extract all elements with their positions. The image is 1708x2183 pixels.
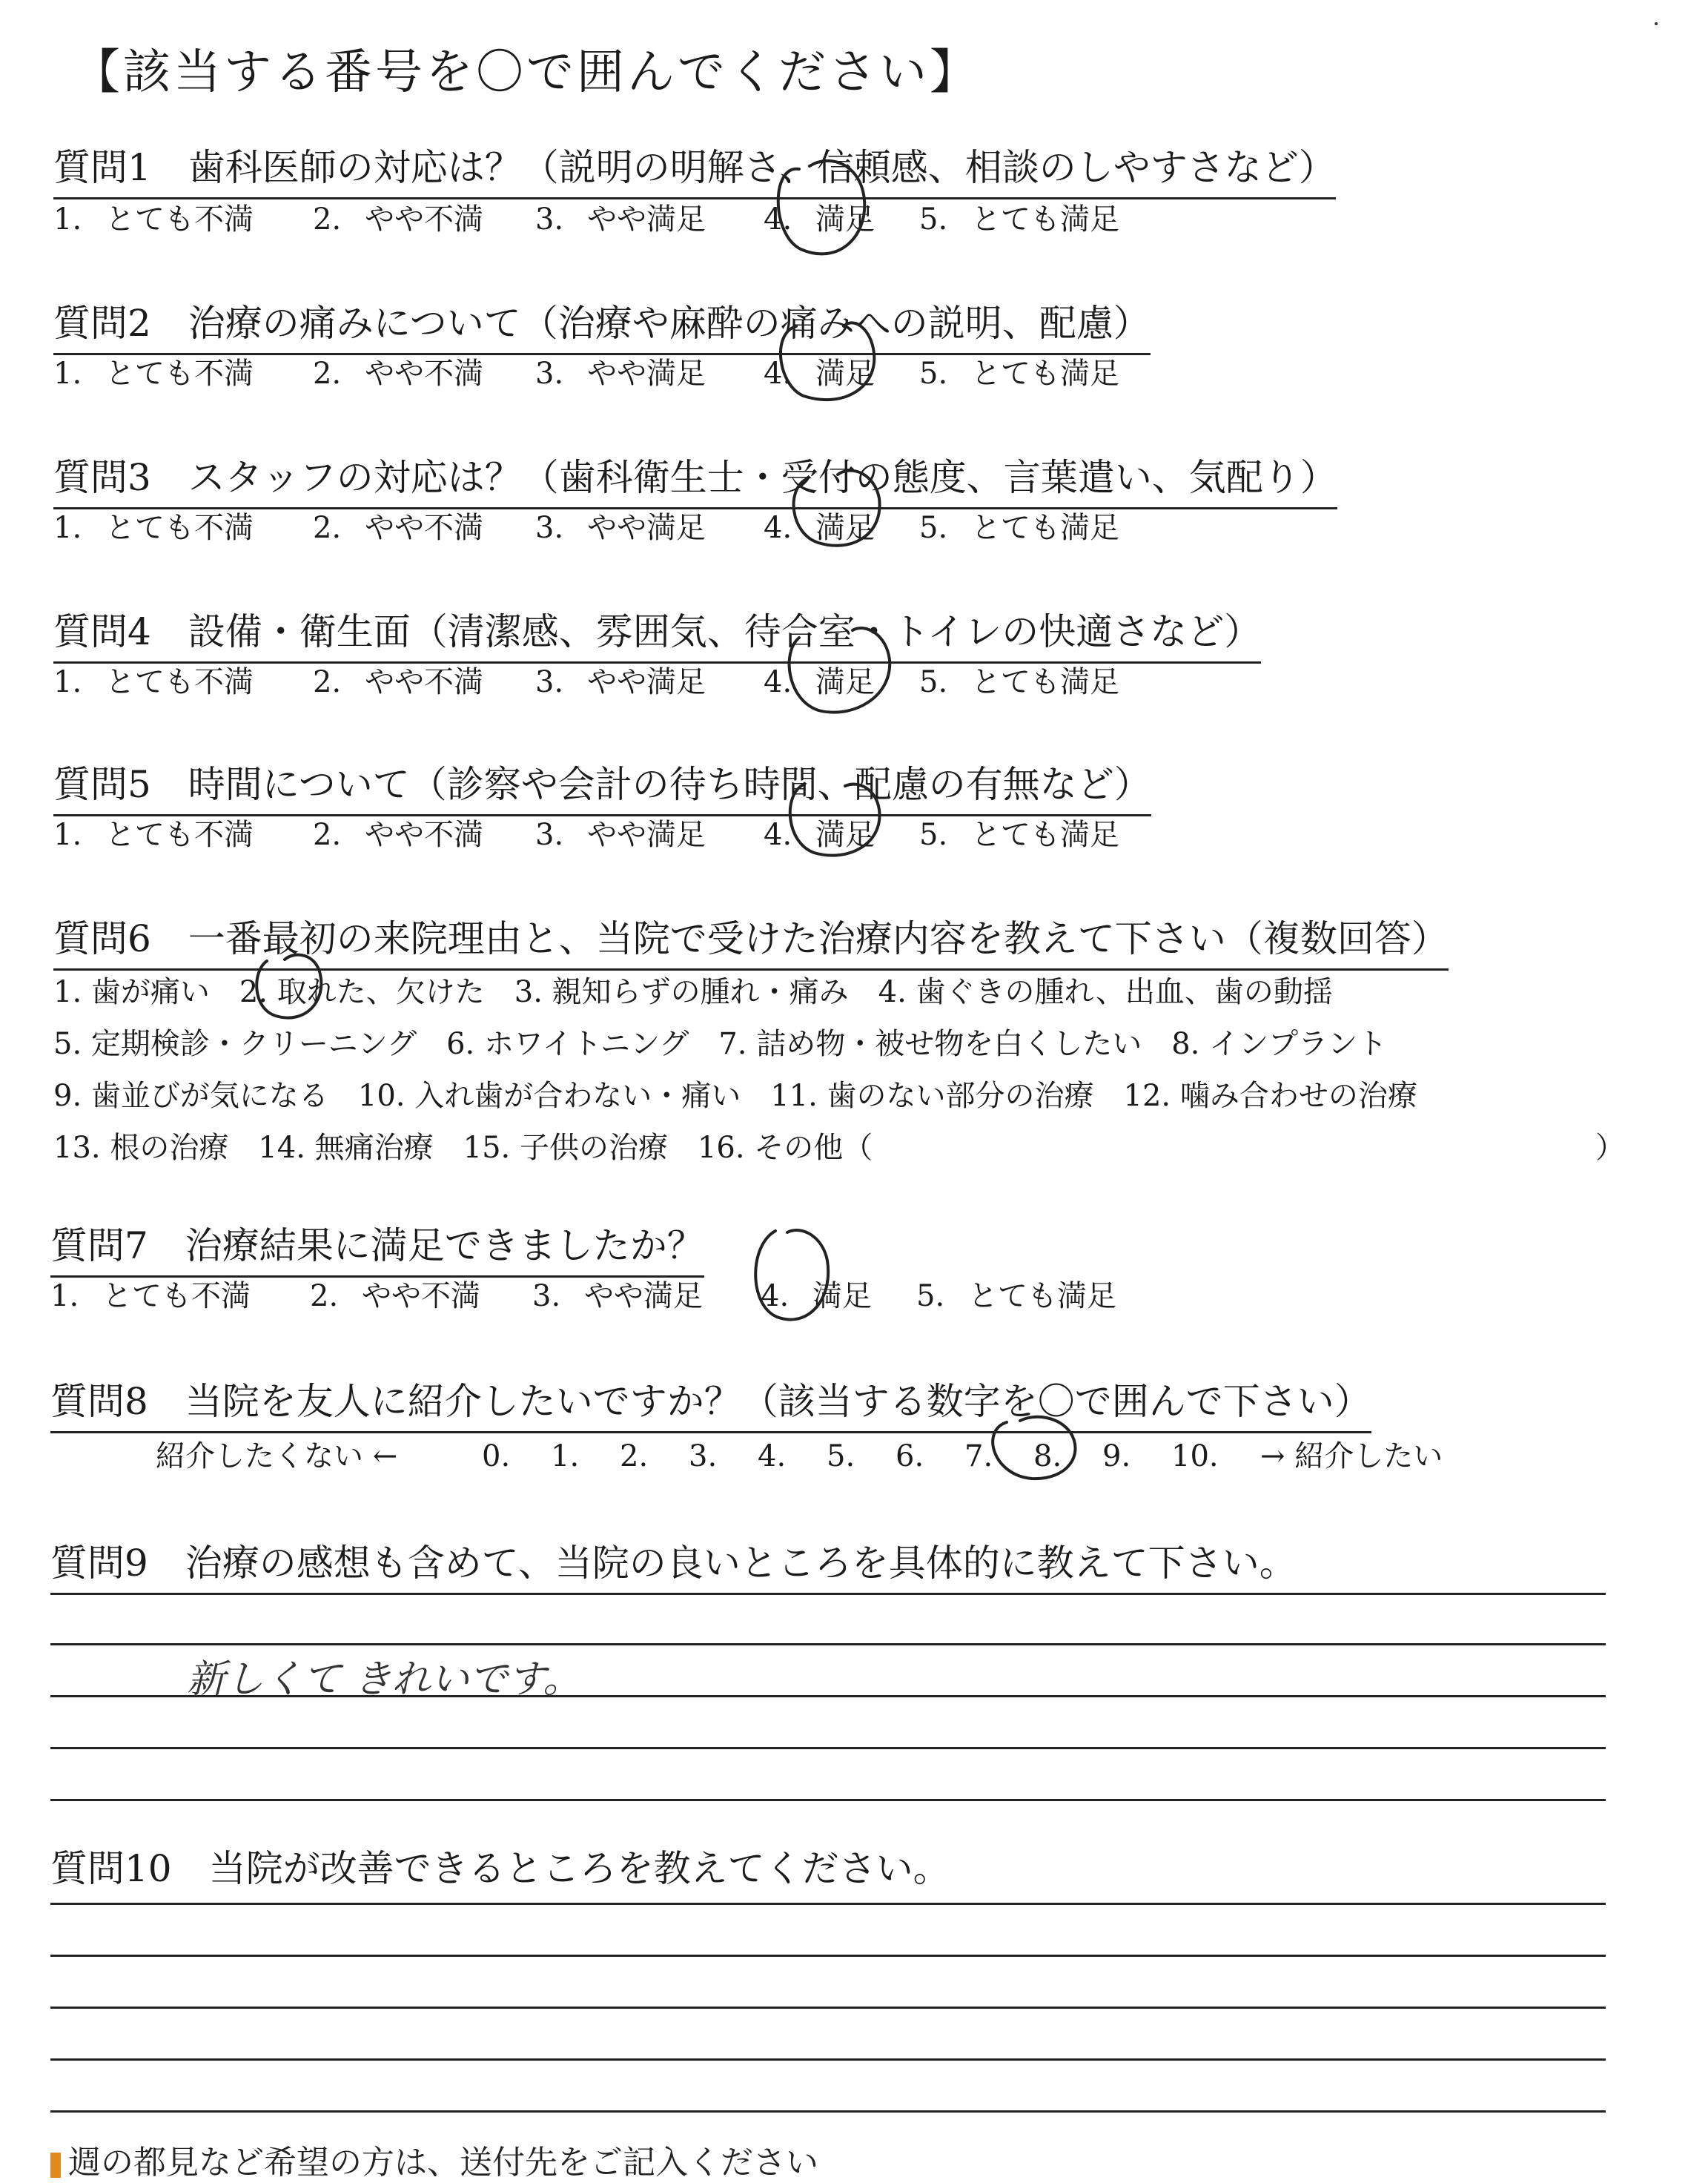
q1-opt3-label[interactable]: やや満足: [587, 202, 706, 237]
q8-scale-7[interactable]: 7.: [964, 1439, 993, 1473]
q9-handwritten-answer: 新しくて きれいです。: [187, 1657, 582, 1702]
q7-opt5-label[interactable]: とても満足: [968, 1279, 1116, 1313]
q4-opt5-label[interactable]: とても満足: [971, 665, 1119, 699]
question-5-options: [53, 811, 1119, 853]
q4-opt3-num[interactable]: 3.: [535, 665, 564, 699]
q8-scale-5[interactable]: 5.: [827, 1439, 855, 1473]
q7-opt2-num[interactable]: 2.: [310, 1279, 339, 1313]
question-4-title: 質問4 設備・衛生面（清潔感、雰囲気、待合室・トイレの快適さなど）: [53, 602, 1261, 664]
question-7-title: 質問7 治療結果に満足できましたか？: [50, 1216, 704, 1278]
q8-scale-8[interactable]: 8.: [1033, 1439, 1062, 1473]
q3-opt2-label[interactable]: やや不満: [365, 511, 483, 545]
q4-opt2-num[interactable]: 2.: [313, 665, 342, 699]
q4-opt4-label[interactable]: 満足: [815, 665, 875, 699]
q5-opt4-num[interactable]: 4.: [764, 818, 792, 852]
q6-options-line-1[interactable]: 1. 歯が痛い 2. 取れた、欠けた 3. 親知らずの腫れ・痛み 4. 歯ぐきの腫れ、出血、歯の動揺: [53, 975, 1333, 1009]
q4-opt4-num[interactable]: 4.: [764, 665, 792, 699]
q10-answer-line-5[interactable]: [50, 2110, 1606, 2113]
q4-opt5-num[interactable]: 5.: [919, 665, 948, 699]
question-5-title: 質問5 時間について（診察や会計の待ち時間、配慮の有無など）: [53, 755, 1151, 816]
question-8-title: 質問8 当院を友人に紹介したいですか？（該当する数字を〇で囲んで下さい）: [50, 1372, 1371, 1433]
q2-opt4-num[interactable]: 4.: [764, 357, 792, 391]
q9-answer-line-4[interactable]: [50, 1747, 1606, 1749]
q8-scale-0[interactable]: 0.: [482, 1439, 511, 1473]
q8-scale-4[interactable]: 4.: [758, 1439, 787, 1473]
q6-options-line-2[interactable]: 5. 定期検診・クリーニング 6. ホワイトニング 7. 詰め物・被せ物を白くしたい 8. インプラント: [53, 1027, 1388, 1061]
q1-opt4-label[interactable]: 満足: [815, 202, 875, 237]
question-2-options: [53, 350, 1119, 392]
q8-scale-3[interactable]: 3.: [689, 1439, 718, 1473]
q5-opt2-num[interactable]: 2.: [313, 818, 342, 852]
q7-opt5-num[interactable]: 5.: [916, 1279, 945, 1313]
q7-opt3-label[interactable]: やや満足: [584, 1279, 703, 1313]
q8-scale-2[interactable]: 2.: [620, 1439, 649, 1473]
q6-options-line-3[interactable]: 9. 歯並びが気になる 10. 入れ歯が合わない・痛い 11. 歯のない部分の治療 12. 噛み合わせの治療: [53, 1079, 1417, 1113]
q2-opt3-num[interactable]: 3.: [535, 357, 564, 391]
question-9-title: 質問9 治療の感想も含めて、当院の良いところを具体的に教えて下さい。: [50, 1542, 1297, 1585]
q1-opt1-label[interactable]: とても不満: [105, 202, 254, 237]
q5-opt1-label[interactable]: とても不満: [105, 818, 254, 852]
q5-opt3-label[interactable]: やや満足: [587, 818, 706, 852]
q8-left-label: 紹介したくない ←: [156, 1439, 398, 1473]
q5-opt5-num[interactable]: 5.: [919, 818, 948, 852]
q4-opt1-label[interactable]: とても不満: [105, 665, 254, 699]
q3-opt5-num[interactable]: 5.: [919, 511, 948, 545]
question-3-options: [53, 504, 1119, 546]
q3-opt1-label[interactable]: とても不満: [105, 511, 254, 545]
q2-opt5-num[interactable]: 5.: [919, 357, 948, 391]
q7-opt1-num[interactable]: 1.: [50, 1279, 79, 1313]
q4-opt2-label[interactable]: やや不満: [365, 665, 483, 699]
q2-opt4-label[interactable]: 満足: [815, 357, 875, 391]
q5-opt1-num[interactable]: 1.: [53, 818, 82, 852]
q1-opt5-num[interactable]: 5.: [919, 202, 948, 237]
question-2-title: 質問2 治療の痛みについて（治療や麻酔の痛みへの説明、配慮）: [53, 294, 1151, 355]
q3-opt5-label[interactable]: とても満足: [971, 511, 1119, 545]
q2-opt3-label[interactable]: やや満足: [587, 357, 706, 391]
q5-opt2-label[interactable]: やや不満: [365, 818, 483, 852]
q3-opt1-num[interactable]: 1.: [53, 511, 82, 545]
q8-scale-6[interactable]: 6.: [896, 1439, 924, 1473]
q8-right-label: → 紹介したい: [1260, 1439, 1443, 1473]
question-3-title: 質問3 スタッフの対応は？（歯科衛生士・受付の態度、言葉遣い、気配り）: [53, 448, 1337, 509]
question-8-scale: [156, 1433, 1443, 1475]
q7-opt1-label[interactable]: とても不満: [102, 1279, 251, 1313]
q9-answer-line-2[interactable]: [50, 1643, 1606, 1645]
q2-opt2-label[interactable]: やや不満: [365, 357, 483, 391]
q7-opt3-num[interactable]: 3.: [532, 1279, 561, 1313]
question-4-options: [53, 658, 1119, 701]
question-7-options: [50, 1272, 1116, 1315]
question-1-title: 質問1 歯科医師の対応は？（説明の明解さ、信頼感、相談のしやすさなど）: [53, 138, 1336, 199]
q3-opt2-num[interactable]: 2.: [313, 511, 342, 545]
q4-opt3-label[interactable]: やや満足: [587, 665, 706, 699]
q3-opt4-num[interactable]: 4.: [764, 511, 792, 545]
q9-answer-line-5[interactable]: [50, 1799, 1606, 1801]
q4-opt1-num[interactable]: 1.: [53, 665, 82, 699]
q1-opt2-label[interactable]: やや不満: [365, 202, 483, 237]
q3-opt3-num[interactable]: 3.: [535, 511, 564, 545]
q8-scale-9[interactable]: 9.: [1102, 1439, 1131, 1473]
q7-opt2-label[interactable]: やや不満: [362, 1279, 480, 1313]
q2-opt1-label[interactable]: とても不満: [105, 357, 254, 391]
q1-opt4-num[interactable]: 4.: [764, 202, 792, 237]
footer-marker: [50, 2153, 61, 2178]
q1-opt3-num[interactable]: 3.: [535, 202, 564, 237]
q6-options-line-4[interactable]: 13. 根の治療 14. 無痛治療 15. 子供の治療 16. その他（: [53, 1131, 873, 1165]
question-10-title: 質問10 当院が改善できるところを教えてください。: [50, 1847, 950, 1890]
q1-opt2-num[interactable]: 2.: [313, 202, 342, 237]
page-title: 【該当する番号を〇で囲んでください】: [73, 45, 980, 100]
scan-speck: [1655, 22, 1658, 25]
q5-opt4-label[interactable]: 満足: [815, 818, 875, 852]
q6-other-close-paren: ）: [1595, 1131, 1625, 1165]
q5-opt3-num[interactable]: 3.: [535, 818, 564, 852]
q9-answer-line-1[interactable]: [50, 1593, 1606, 1595]
q1-opt1-num[interactable]: 1.: [53, 202, 82, 237]
q10-answer-line-3[interactable]: [50, 2007, 1606, 2009]
q10-answer-line-4[interactable]: [50, 2058, 1606, 2061]
q7-opt4-num[interactable]: 4.: [761, 1279, 790, 1313]
q10-answer-line-1[interactable]: [50, 1903, 1606, 1905]
question-1-options: [53, 196, 1119, 238]
q10-answer-line-2[interactable]: [50, 1955, 1606, 1957]
q5-opt5-label[interactable]: とても満足: [971, 818, 1119, 852]
q2-opt5-label[interactable]: とても満足: [971, 357, 1119, 391]
q8-scale-1[interactable]: 1.: [551, 1439, 580, 1473]
q3-opt4-label[interactable]: 満足: [815, 511, 875, 545]
q2-opt1-num[interactable]: 1.: [53, 357, 82, 391]
q1-opt5-label[interactable]: とても満足: [971, 202, 1119, 237]
q7-opt4-label[interactable]: 満足: [812, 1279, 872, 1313]
q3-opt3-label[interactable]: やや満足: [587, 511, 706, 545]
question-6-title: 質問6 一番最初の来院理由と、当院で受けた治療内容を教えて下さい（複数回答）: [53, 909, 1449, 971]
q2-opt2-num[interactable]: 2.: [313, 357, 342, 391]
footer-note: 週の都見など希望の方は、送付先をご記入ください: [50, 2136, 818, 2183]
q8-scale-10[interactable]: 10.: [1171, 1439, 1219, 1473]
